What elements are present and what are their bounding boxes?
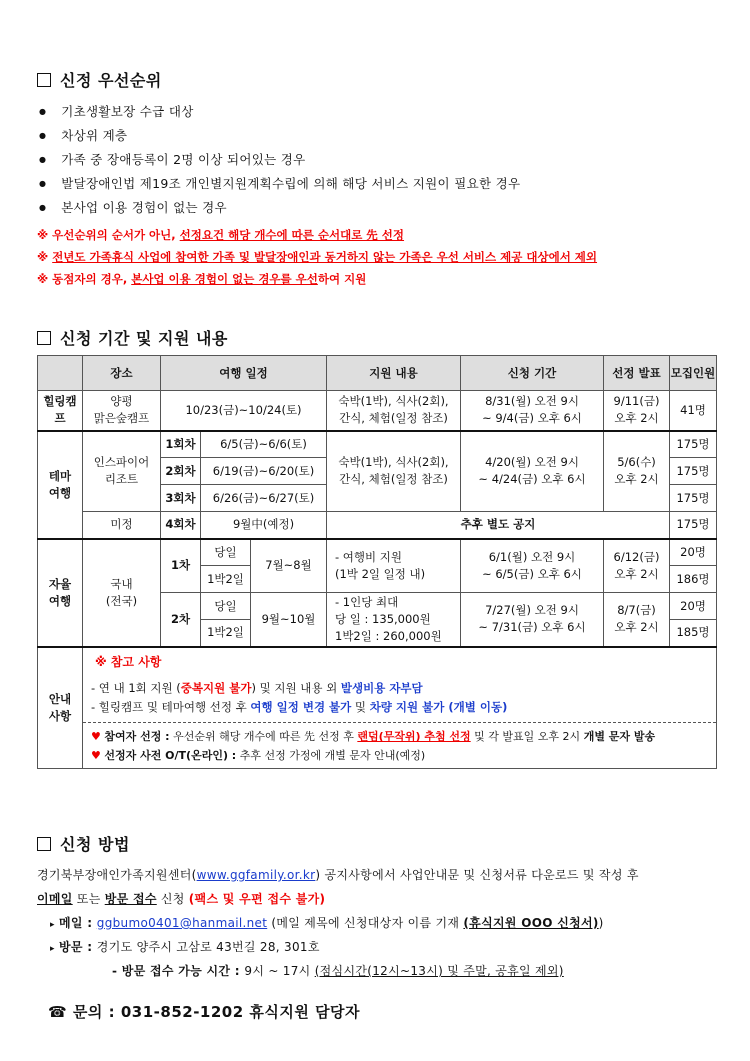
email-line: ▸ 메일 : ggbumo0401@hanmail.net (메일 제목에 신청대상자 이름 기재 (휴식지원 OOO 신청서)): [50, 916, 604, 930]
section-title-method: 신청 방법: [37, 832, 130, 855]
table-row: 3회차 6/26(금)~6/27(토) 175명: [38, 485, 717, 512]
list-item: ● 발달장애인법 제19조 개인별지원계획수립에 의해 해당 서비스 지원이 필요한 경우: [37, 172, 520, 196]
contact-line: ☎ 문의 : 031-852-1202 휴식지원 담당자: [48, 1003, 361, 1021]
table-row: 2차 당일 9월~10월 - 1인당 최대 당 일 : 135,000원 1박2일 : 260,000원 7/27(월) 오전 9시 ~ 7/31(금) 오후 6시 8/7(금) 오후 2시 20명: [38, 593, 717, 620]
phone-icon: ☎: [48, 1003, 68, 1021]
triangle-bullet-icon: ▸: [50, 944, 55, 954]
list-item: ● 기초생활보장 수급 대상: [37, 100, 520, 124]
checkbox-icon: [37, 331, 51, 345]
section-title-priority: 신정 우선순위: [37, 68, 162, 91]
note-line: ※ 전년도 가족휴식 사업에 참여한 가족 및 발달장애인과 동거하지 않는 가족은 우선 서비스 제공 대상에서 제외: [37, 250, 598, 264]
list-item: ● 본사업 이용 경험이 없는 경우: [37, 196, 520, 220]
method-line: 경기북부장애인가족지원센터(www.ggfamily.or.kr) 공지사항에서 사업안내문 및 신청서류 다운로드 및 작성 후: [37, 868, 639, 882]
email-link[interactable]: ggbumo0401@hanmail.net: [96, 916, 268, 930]
list-item: ● 가족 중 장애등록이 2명 이상 되어있는 경우: [37, 148, 520, 172]
table-row: 안내 사항 ※ 참고 사항 - 연 내 1회 지원 (중복지원 불가) 및 지원 내용 외 발생비용 자부담 - 힐링캠프 및 테마여행 선정 후 여행 일정 변경 불가 및 차량 지원 불가 (개별 이동) ♥ 참여자 선정 : 우선순위 해당 개수에 따른 先 선정 후 랜덤(무작위) 추첨 선정 및 각 발표일 오후 2시 개별 문자 발송 ♥ 선정자 사전 O/T(온라인) : 추후 선정 가정에 개별 문자 안내(예정): [38, 647, 717, 769]
triangle-bullet-icon: ▸: [50, 920, 55, 930]
checkbox-icon: [37, 73, 51, 87]
table-row: 자율 여행 국내 (전국) 1차 당일 7월~8월 - 여행비 지원 (1박 2일 일정 내) 6/1(월) 오전 9시 ~ 6/5(금) 오후 6시 6/12(금) 오후 2시 20명: [38, 539, 717, 566]
priority-notes: [37, 224, 597, 290]
guide-box: ※ 참고 사항 - 연 내 1회 지원 (중복지원 불가) 및 지원 내용 외 발생비용 자부담 - 힐링캠프 및 테마여행 선정 후 여행 일정 변경 불가 및 차량 지원 불가 (개별 이동) ♥ 참여자 선정 : 우선순위 해당 개수에 따른 先 선정 후 랜덤(무작위) 추첨 선정 및 각 발표일 오후 2시 개별 문자 발송 ♥ 선정자 사전 O/T(온라인) : 추후 선정 가정에 개별 문자 안내(예정): [83, 647, 717, 769]
priority-list: [37, 100, 520, 220]
website-link[interactable]: www.ggfamily.or.kr: [196, 868, 316, 882]
list-item: ● 차상위 계층: [37, 124, 520, 148]
table-row: 2회차 6/19(금)~6/20(토) 175명: [38, 458, 717, 485]
visit-line: ▸ 방문 : 경기도 양주시 고삼로 43번길 28, 301호: [50, 940, 320, 954]
heart-icon: ♥: [91, 730, 101, 744]
table-row: 1박2일 185명: [38, 620, 717, 647]
heart-icon: ♥: [91, 749, 101, 763]
table-row: 1박2일 186명: [38, 566, 717, 593]
checkbox-icon: [37, 837, 51, 851]
method-line: 이메일 또는 방문 접수 신청 (팩스 및 우편 접수 불가): [37, 892, 326, 906]
hours-line: - 방문 접수 가능 시간 : 9시 ~ 17시 (점심시간(12시~13시) 및 주말, 공휴일 제외): [112, 964, 564, 978]
table-header: 장소 여행 일정 지원 내용 신청 기간 선정 발표 모집인원: [38, 356, 717, 391]
note-line: ※ 우선순위의 순서가 아닌, 선정요건 해당 개수에 따른 순서대로 先 선정: [37, 228, 405, 242]
table-row: 미정 4회차 9월中(예정) 추후 별도 공지 175명: [38, 512, 717, 539]
schedule-table: [37, 355, 717, 769]
note-line: ※ 동점자의 경우, 본사업 이용 경험이 없는 경우를 우선하여 지원: [37, 272, 367, 286]
table-row: 힐링캠프 양평 맑은숲캠프 10/23(금)~10/24(토) 숙박(1박), 식사(2회), 간식, 체험(일정 참조) 8/31(월) 오전 9시 ~ 9/4(금) 오후 6시 9/11(금) 오후 2시 41명: [38, 391, 717, 431]
section-title-schedule: 신청 기간 및 지원 내용: [37, 326, 228, 349]
table-row: 테마 여행 인스파이어 리조트 1회차 6/5(금)~6/6(토) 숙박(1박), 식사(2회), 간식, 체험(일정 참조) 4/20(월) 오전 9시 ~ 4/24(금) 오후 6시 5/6(수) 오후 2시 175명: [38, 431, 717, 458]
